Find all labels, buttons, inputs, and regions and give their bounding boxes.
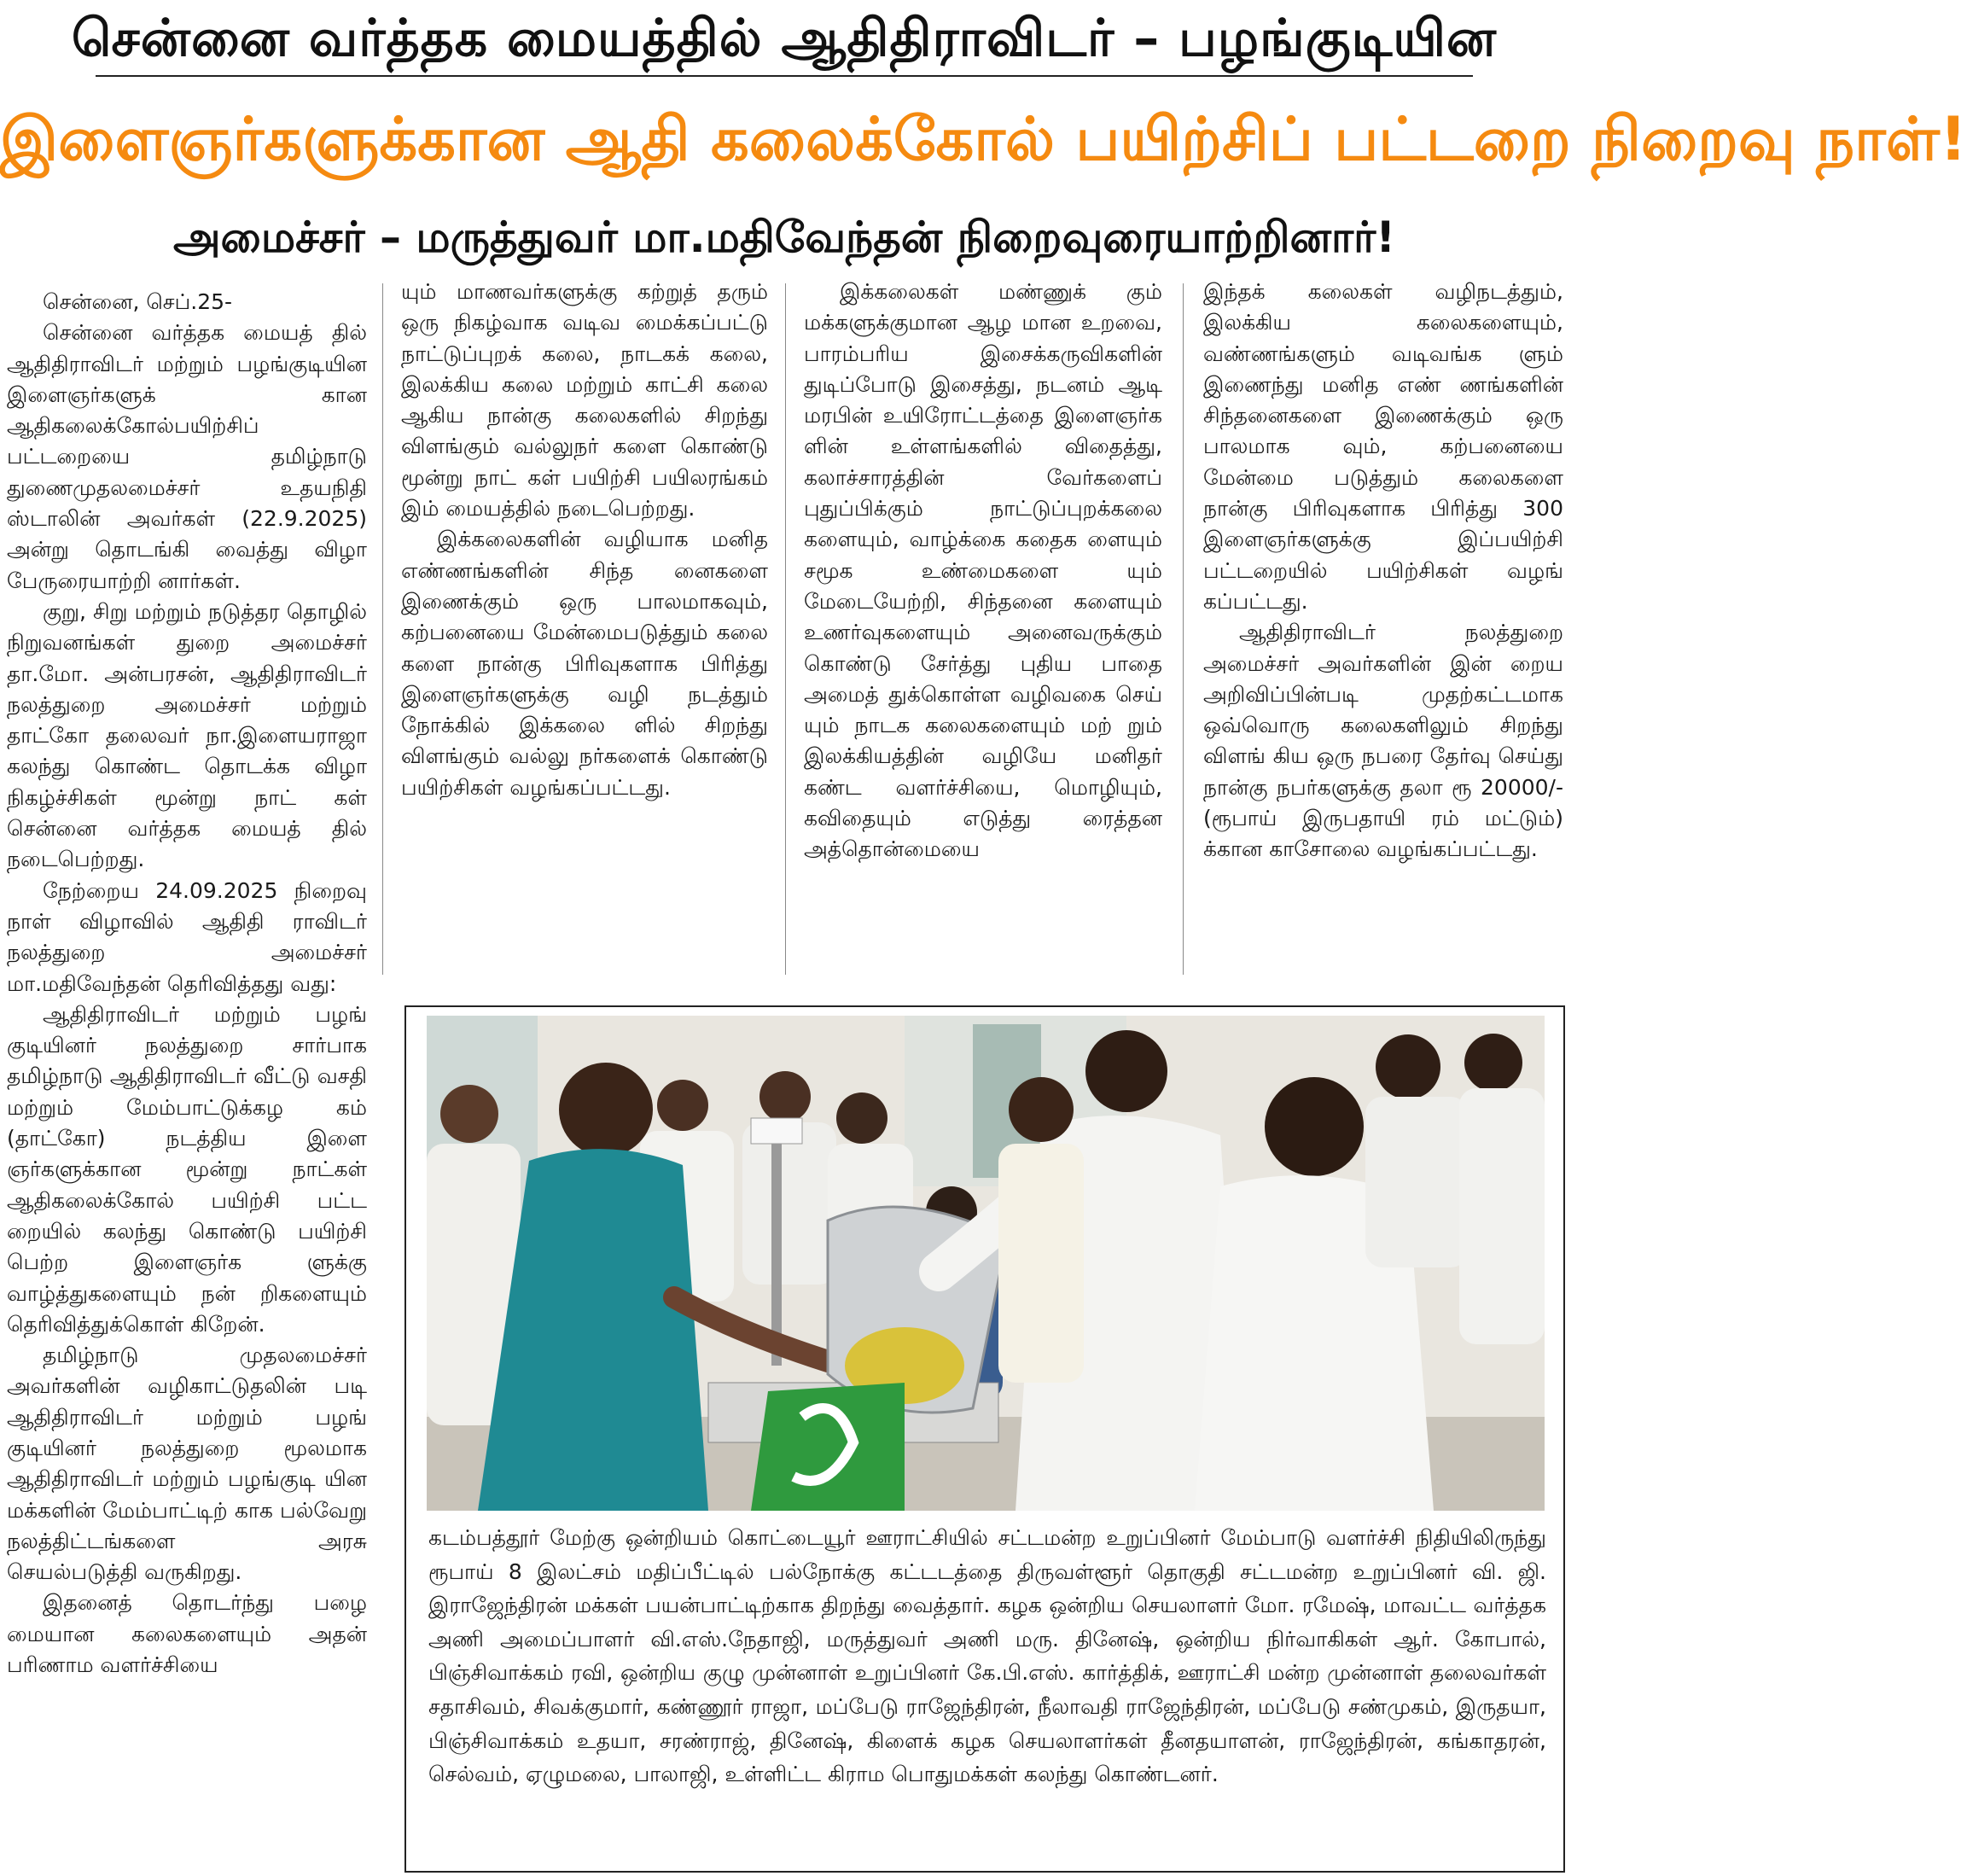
person-head: [759, 1071, 811, 1122]
paragraph: இக்கலைகளின் வழியாக மனித எண்ணங்களின் சிந்த னைகளை இணைக்கும் ஒரு பாலமாகவும், கற்பனையை மேன்மைபடுத்தும் கலை களை நான்கு பிரிவுகளாக பிரித்து இளைஞர்களுக்கு வழி நடத்தும் நோக்கில் இக்கலை ளில் சிறந்து விளங்கும் வல்லு நர்களைக் கொண்டு பயிற்சிகள் வழங்கப்பட்டது.: [401, 527, 768, 800]
person-body: [742, 1122, 836, 1285]
paragraph: இந்தக் கலைகள் வழிநடத்தும், இலக்கிய கலைகளையும், வண்ணங்களும் வடிவங்க ளும் இணைந்து மனித எண் ணங்களின் சிந்தனைகளை இணைக்கும் ஒரு பாலமாக வும், கற்பனையை மேன்மை படுத்தும் கலைகளை நான்கு பிரிவுகளாக பிரித்து 300 இளைஞர்களுக்கு இப்பயிற்சி பட்டறையில் பயிற்சிகள் வழங் கப்பட்டது.: [1203, 279, 1563, 614]
person-head: [1376, 1034, 1440, 1099]
paragraph: இக்கலைகள் மண்ணுக் கும் மக்களுக்குமான ஆழ மான உறவை, பாரம்பரிய இசைக்கருவிகளின் துடிப்போடு இசைத்து, நடனம் ஆடி மரபின் உயிரோட்டத்தை இளைஞர்க ளின் உள்ளங்களில் விதைத்து, கலாச்சாரத்தின் வேர்களைப் புதுப்பிக்கும் நாட்டுப்புறக்கலை களையும், வாழ்க்கை கதைக ளையும் சமூக உண்மைகளை யும் மேடையேற்றி, சிந்தனை களையும் உணர்வுகளையும் அனைவருக்கும் கொண்டு சேர்த்து புதிய பாதை அமைத் துக்கொள்ள வழிவகை செய் யும் நாடக கலைகளையும் மற் றும் இலக்கியத்தின் வழியே மனிதர் கண்ட வளர்ச்சியை, மொழியும், கவிதையும் எடுத்து ரைத்தன அத்தொன்மையை: [804, 279, 1162, 862]
grain-bag: [751, 1383, 905, 1511]
person-body: [1365, 1097, 1468, 1267]
paragraph: ஆதிதிராவிடர் மற்றும் பழங் குடியினர் நலத்துறை சார்பாக தமிழ்நாடு ஆதிதிராவிடர் வீட்டு வசதி மற்றும் மேம்பாட்டுக்கழ கம் (தாட்கோ) நடத்திய இளை ஞர்களுக்கான மூன்று நாட்கள் ஆதிகலைக்கோல் பயிற்சி பட்ட றையில் கலந்து கொண்டு பயிற்சி பெற்ற இளைஞர்க ளுக்கு வாழ்த்துகளையும் நன் றிகளையும் தெரிவித்துக்கொள் கிறேன்.: [7, 1001, 367, 1337]
column-divider: [382, 283, 383, 975]
photo-caption: கடம்பத்தூர் மேற்கு ஒன்றியம் கொட்டையூர் ஊராட்சியில் சட்டமன்ற உறுப்பினர் மேம்பாடு வளர்ச்சி நிதியிலிருந்து ரூபாய் 8 இலட்சம் மதிப்பீட்டில் பல்நோக்கு கட்டடத்தை திருவள்ளூர் தொகுதி சட்டமன்ற உறுப்பினர் வி. ஜி. இராஜேந்திரன் மக்கள் பயன்பாட்டிற்காக திறந்து வைத்தார். கழக ஒன்றிய செயலாளர் மோ. ரமேஷ், மாவட்ட வர்த்தக அணி அமைப்பாளர் வி.எஸ்.நேதாஜி, மருத்துவர் அணி மரு. தினேஷ், ஒன்றிய நிர்வாகிகள் ஆர். கோபால், பிஞ்சிவாக்கம் ரவி, ஒன்றிய குழு முன்னாள் உறுப்பினர் கே.பி.எஸ். கார்த்திக், ஊராட்சி மன்ற முன்னாள் தலைவர்கள் சதாசிவம், சிவக்குமார், கண்ணூர் ராஜா, மப்பேடு ராஜேந்திரன், நீலாவதி ராஜேந்திரன், மப்பேடு சண்முகம், இருதயா, பிஞ்சிவாக்கம் உதயா, சரண்ராஜ், தினேஷ், கிளைக் கழக செயலாளர்கள் தீனதயாளன், ராஜேந்திரன், கங்காதரன், செல்வம், ஏழுமலை, பாலாஜி, உள்ளிட்ட கிராம பொதுமக்கள் கலந்து கொண்டனர்.: [428, 1525, 1546, 1787]
paragraph: குறு, சிறு மற்றும் நடுத்தர தொழில் நிறுவனங்கள் துறை அமைச்சர் தா.மோ. அன்பரசன், ஆதிதிராவிடர் நலத்துறை அமைச்சர் மற்றும் தாட்கோ தலைவர் நா.இளையராஜா கலந்து கொண்ட தொடக்க விழா நிகழ்ச்சிகள் மூன்று நாட் கள் சென்னை வர்த்தக மையத் தில் நடைபெற்றது.: [7, 598, 367, 872]
article-column-4: [1203, 277, 1563, 985]
person-head: [657, 1080, 708, 1131]
woman-head: [559, 1063, 653, 1156]
headline-line-2: இளைஞர்களுக்கான ஆதி கலைக்கோல் பயிற்சிப் பட்டறை நிறைவு நாள்!: [0, 104, 1967, 174]
scale-display: [751, 1118, 802, 1144]
man-head: [1265, 1077, 1364, 1176]
person-body: [998, 1144, 1084, 1383]
headline-divider: [96, 75, 1473, 77]
article-column-3: [804, 277, 1162, 968]
article-column-2: [401, 277, 768, 968]
paragraph: சென்னை, செப்.25-: [43, 289, 233, 314]
person-head: [836, 1092, 887, 1144]
person-head: [1464, 1034, 1522, 1092]
news-photo: [427, 1016, 1545, 1511]
paragraph: இதனைத் தொடர்ந்து பழை மையான கலைகளையும் அதன் பரிணாம வளர்ச்சியை: [7, 1590, 367, 1678]
paragraph: நேற்றைய 24.09.2025 நிறைவு நாள் விழாவில் ஆதிதி ராவிடர் நலத்துறை அமைச்சர் மா.மதிவேந்தன் தெரிவித்தது வது:: [7, 877, 367, 996]
paragraph: தமிழ்நாடு முதலமைச்சர் அவர்களின் வழிகாட்டுதலின் படி ஆதிதிராவிடர் மற்றும் பழங் குடியினர் நலத்துறை மூலமாக ஆதிதிராவிடர் மற்றும் பழங்குடி யின மக்களின் மேம்பாட்டிற் காக பல்வேறு நலத்திட்டங்களை அரசு செயல்படுத்தி வருகிறது.: [7, 1343, 367, 1585]
article-column-1: [7, 287, 367, 1876]
headline-line-3: அமைச்சர் – மருத்துவர் மா.மதிவேந்தன் நிறைவுரையாற்றினார்!: [172, 213, 1396, 262]
paragraph: யும் மாணவர்களுக்கு கற்றுத் தரும் ஒரு நிகழ்வாக வடிவ மைக்கப்பட்டு நாட்டுப்புறக் கலை, நாடகக் கலை, இலக்கிய கலை மற்றும் காட்சி கலை ஆகிய நான்கு கலைகளில் சிறந்து விளங்கும் வல்லுநர் களை கொண்டு மூன்று நாட் கள் பயிற்சி பயிலரங்கம் இம் மையத்தில் நடைபெற்றது.: [401, 279, 768, 521]
man-head: [1085, 1030, 1167, 1112]
person-head: [440, 1085, 498, 1143]
photo-illustration: [427, 1016, 1545, 1511]
person-body: [1459, 1088, 1545, 1344]
paragraph: சென்னை வர்த்தக மையத் தில் ஆதிதிராவிடர் மற்றும் பழங்குடியின இளைஞர்களுக் கான ஆதிகலைக்கோல்பயிற்சிப் பட்டறையை தமிழ்நாடு துணைமுதலமைச்சர் உதயநிதி ஸ்டாலின் அவர்கள் (22.9.2025) அன்று தொடங்கி வைத்து விழா பேருரையாற்றி னார்கள்.: [7, 320, 367, 593]
column-divider: [785, 283, 786, 975]
paragraph: ஆதிதிராவிடர் நலத்துறை அமைச்சர் அவர்களின் இன் றைய அறிவிப்பின்படி முதற்கட்டமாக ஒவ்வொரு கலைகளிலும் சிறந்து விளங் கிய ஒரு நபரை தேர்வு செய்து நான்கு நபர்களுக்கு தலா ரூ 20000/- (ரூபாய் இருபதாயி ரம் மட்டும்) க்கான காசோலை வழங்கப்பட்டது.: [1203, 620, 1563, 862]
headline-line-1: சென்னை வர்த்தக மையத்தில் ஆதிதிராவிடர் – பழங்குடியின: [71, 9, 1498, 68]
photo-box: [404, 1005, 1565, 1873]
person-head: [1009, 1077, 1074, 1142]
column-divider: [1183, 283, 1184, 975]
